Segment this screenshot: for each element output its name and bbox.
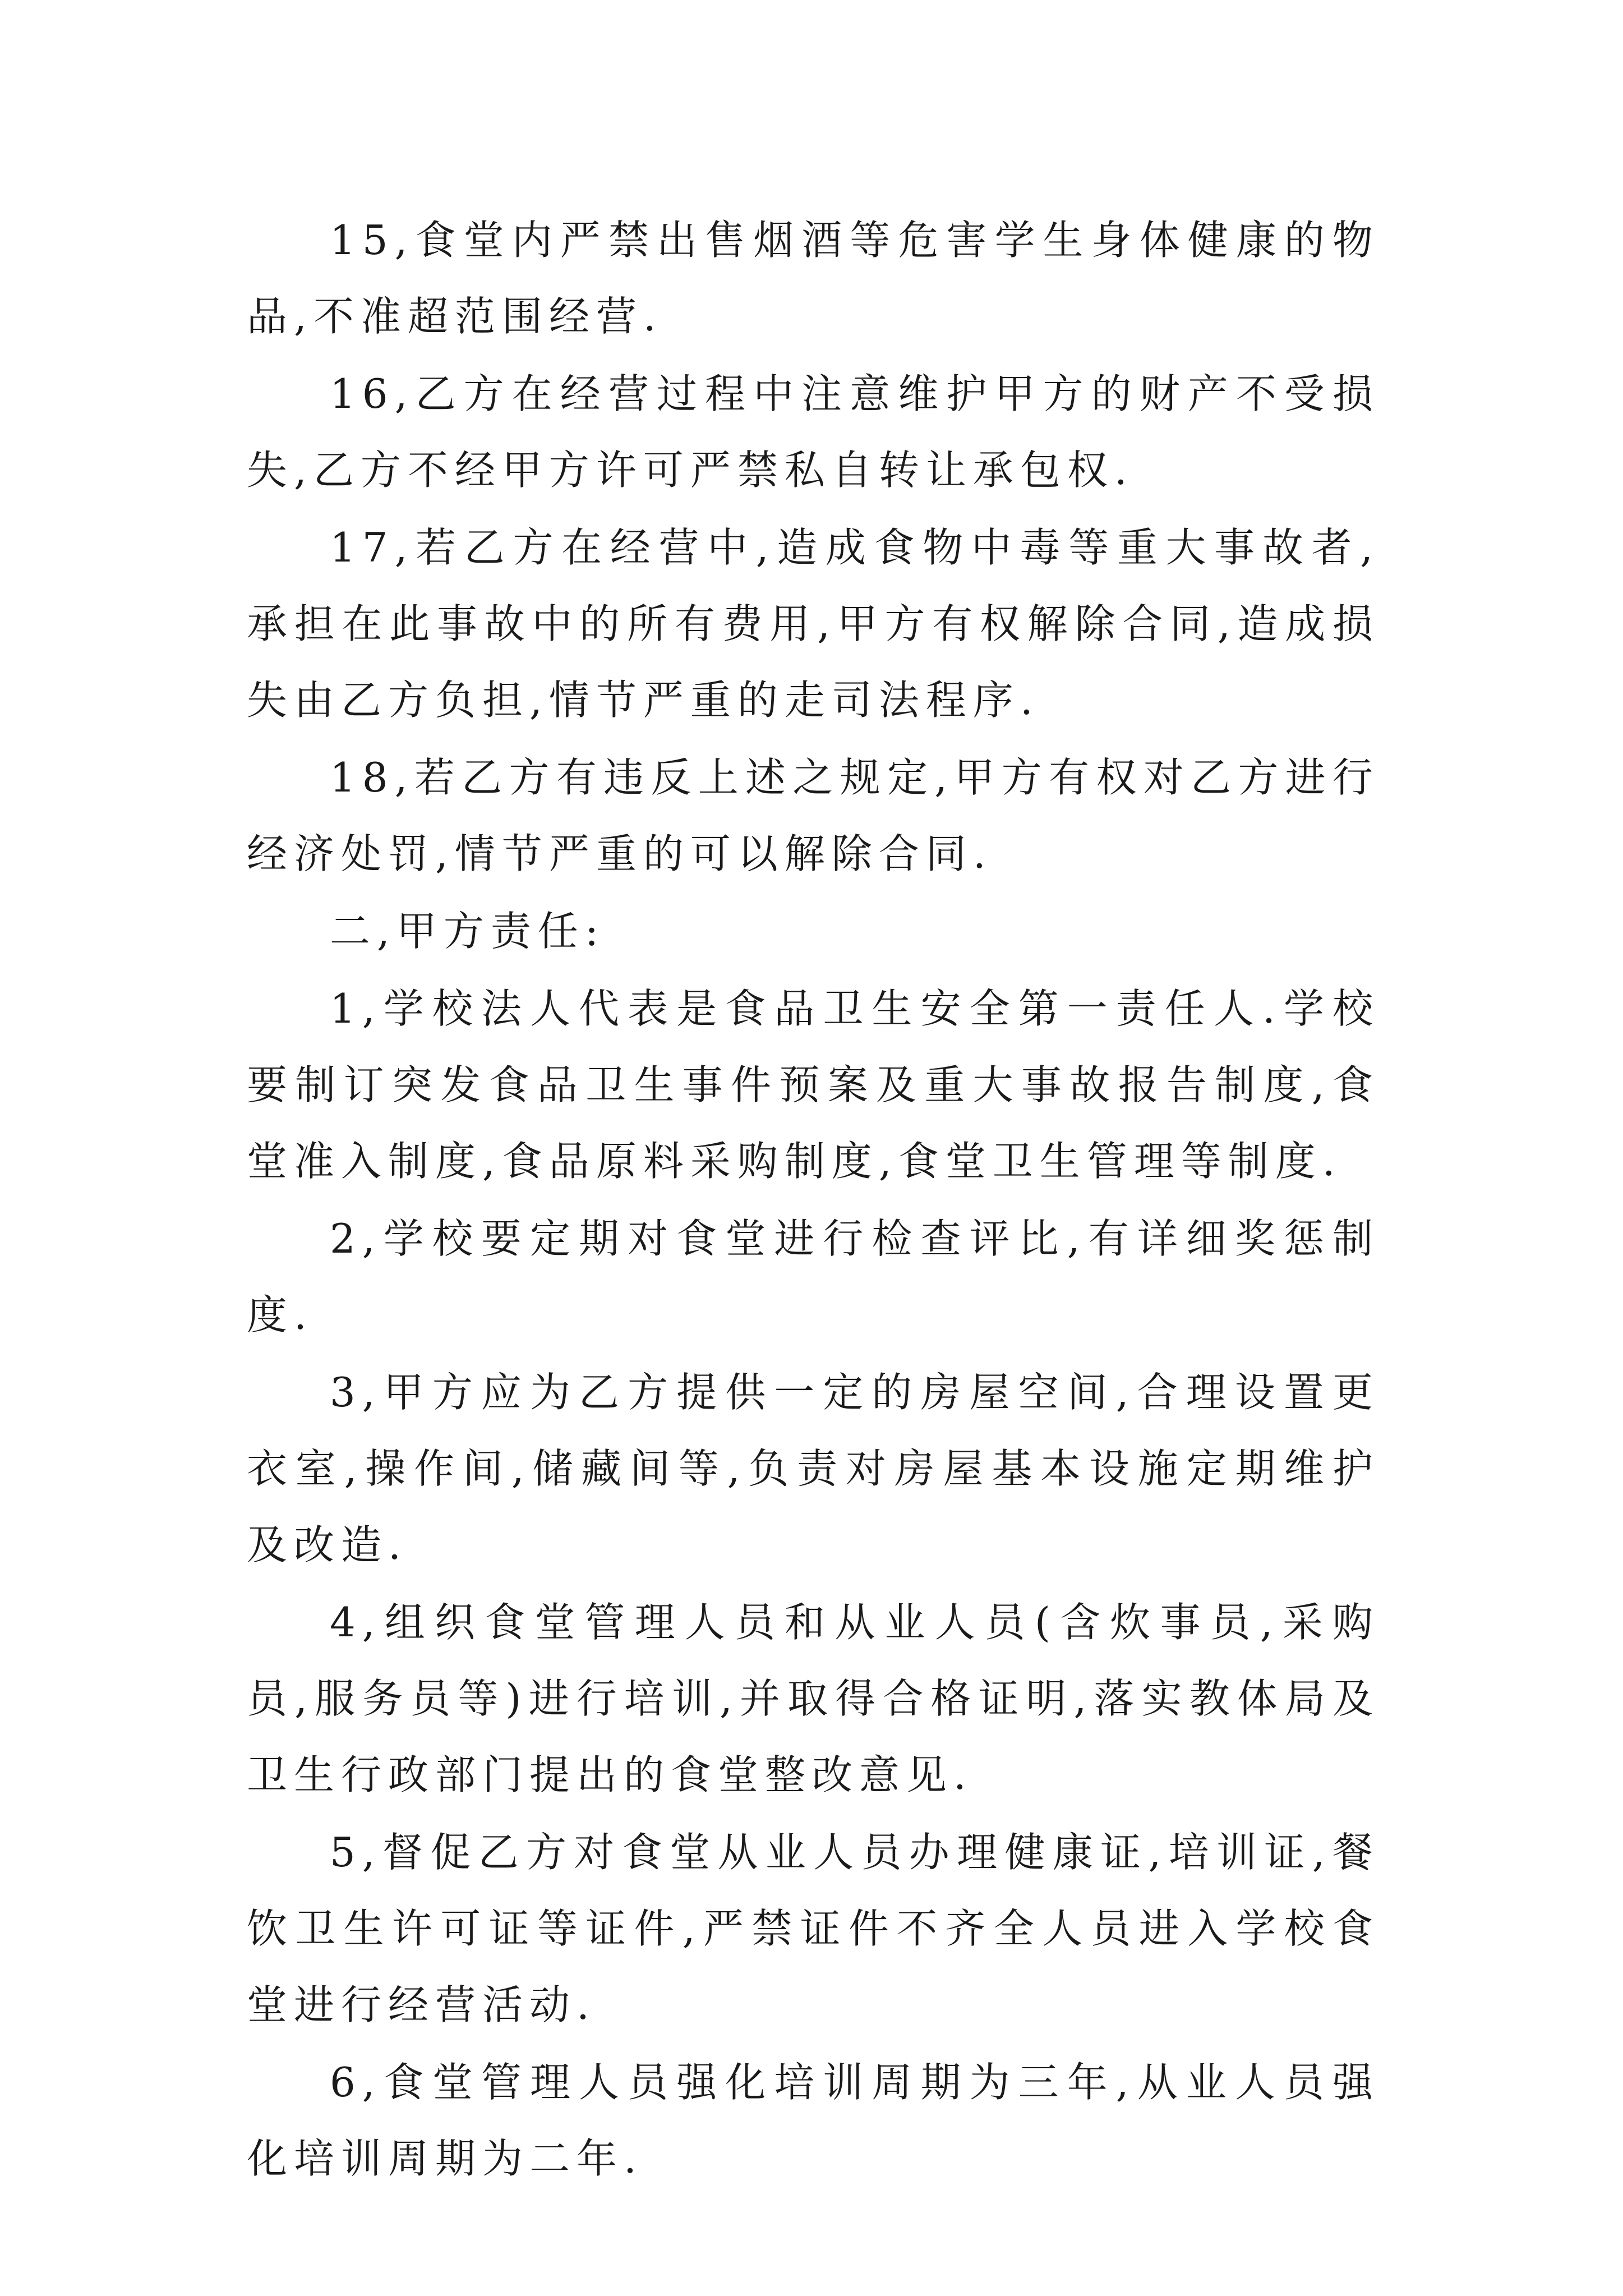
section-heading-party-a-duties: 二,甲方责任:	[330, 908, 606, 955]
paragraph-a6: 6,食堂管理人员强化培训周期为三年,从业人员强化培训周期为二年.	[247, 2059, 1380, 2182]
paragraph-a1: 1,学校法人代表是食品卫生安全第一责任人.学校要制订突发食品卫生事件预案及重大事故报告制度,食堂准入制度,食品原料采购制度,食堂卫生管理等制度.	[247, 985, 1380, 1185]
paragraph-a3: 3,甲方应为乙方提供一定的房屋空间,合理设置更衣室,操作间,储藏间等,负责对房屋基本设施定期维护及改造.	[247, 1369, 1380, 1568]
paragraph-a4: 4,组织食堂管理人员和从业人员(含炊事员,采购员,服务员等)进行培训,并取得合格证明,落实教体局及卫生行政部门提出的食堂整改意见.	[247, 1599, 1380, 1798]
document-body	[247, 202, 1380, 2198]
paragraph-16: 16,乙方在经营过程中注意维护甲方的财产不受损失,乙方不经甲方许可严禁私自转让承包权.	[247, 370, 1380, 494]
paragraph-17: 17,若乙方在经营中,造成食物中毒等重大事故者,承担在此事故中的所有费用,甲方有权解除合同,造成损失由乙方负担,情节严重的走司法程序.	[247, 524, 1380, 724]
paragraph-a2: 2,学校要定期对食堂进行检查评比,有详细奖惩制度.	[247, 1215, 1380, 1338]
paragraph-18: 18,若乙方有违反上述之规定,甲方有权对乙方进行经济处罚,情节严重的可以解除合同.	[247, 754, 1380, 877]
paragraph-15: 15,食堂内严禁出售烟酒等危害学生身体健康的物品,不准超范围经营.	[247, 217, 1380, 340]
paragraph-a5: 5,督促乙方对食堂从业人员办理健康证,培训证,餐饮卫生许可证等证件,严禁证件不齐全人员进入学校食堂进行经营活动.	[247, 1829, 1380, 2028]
